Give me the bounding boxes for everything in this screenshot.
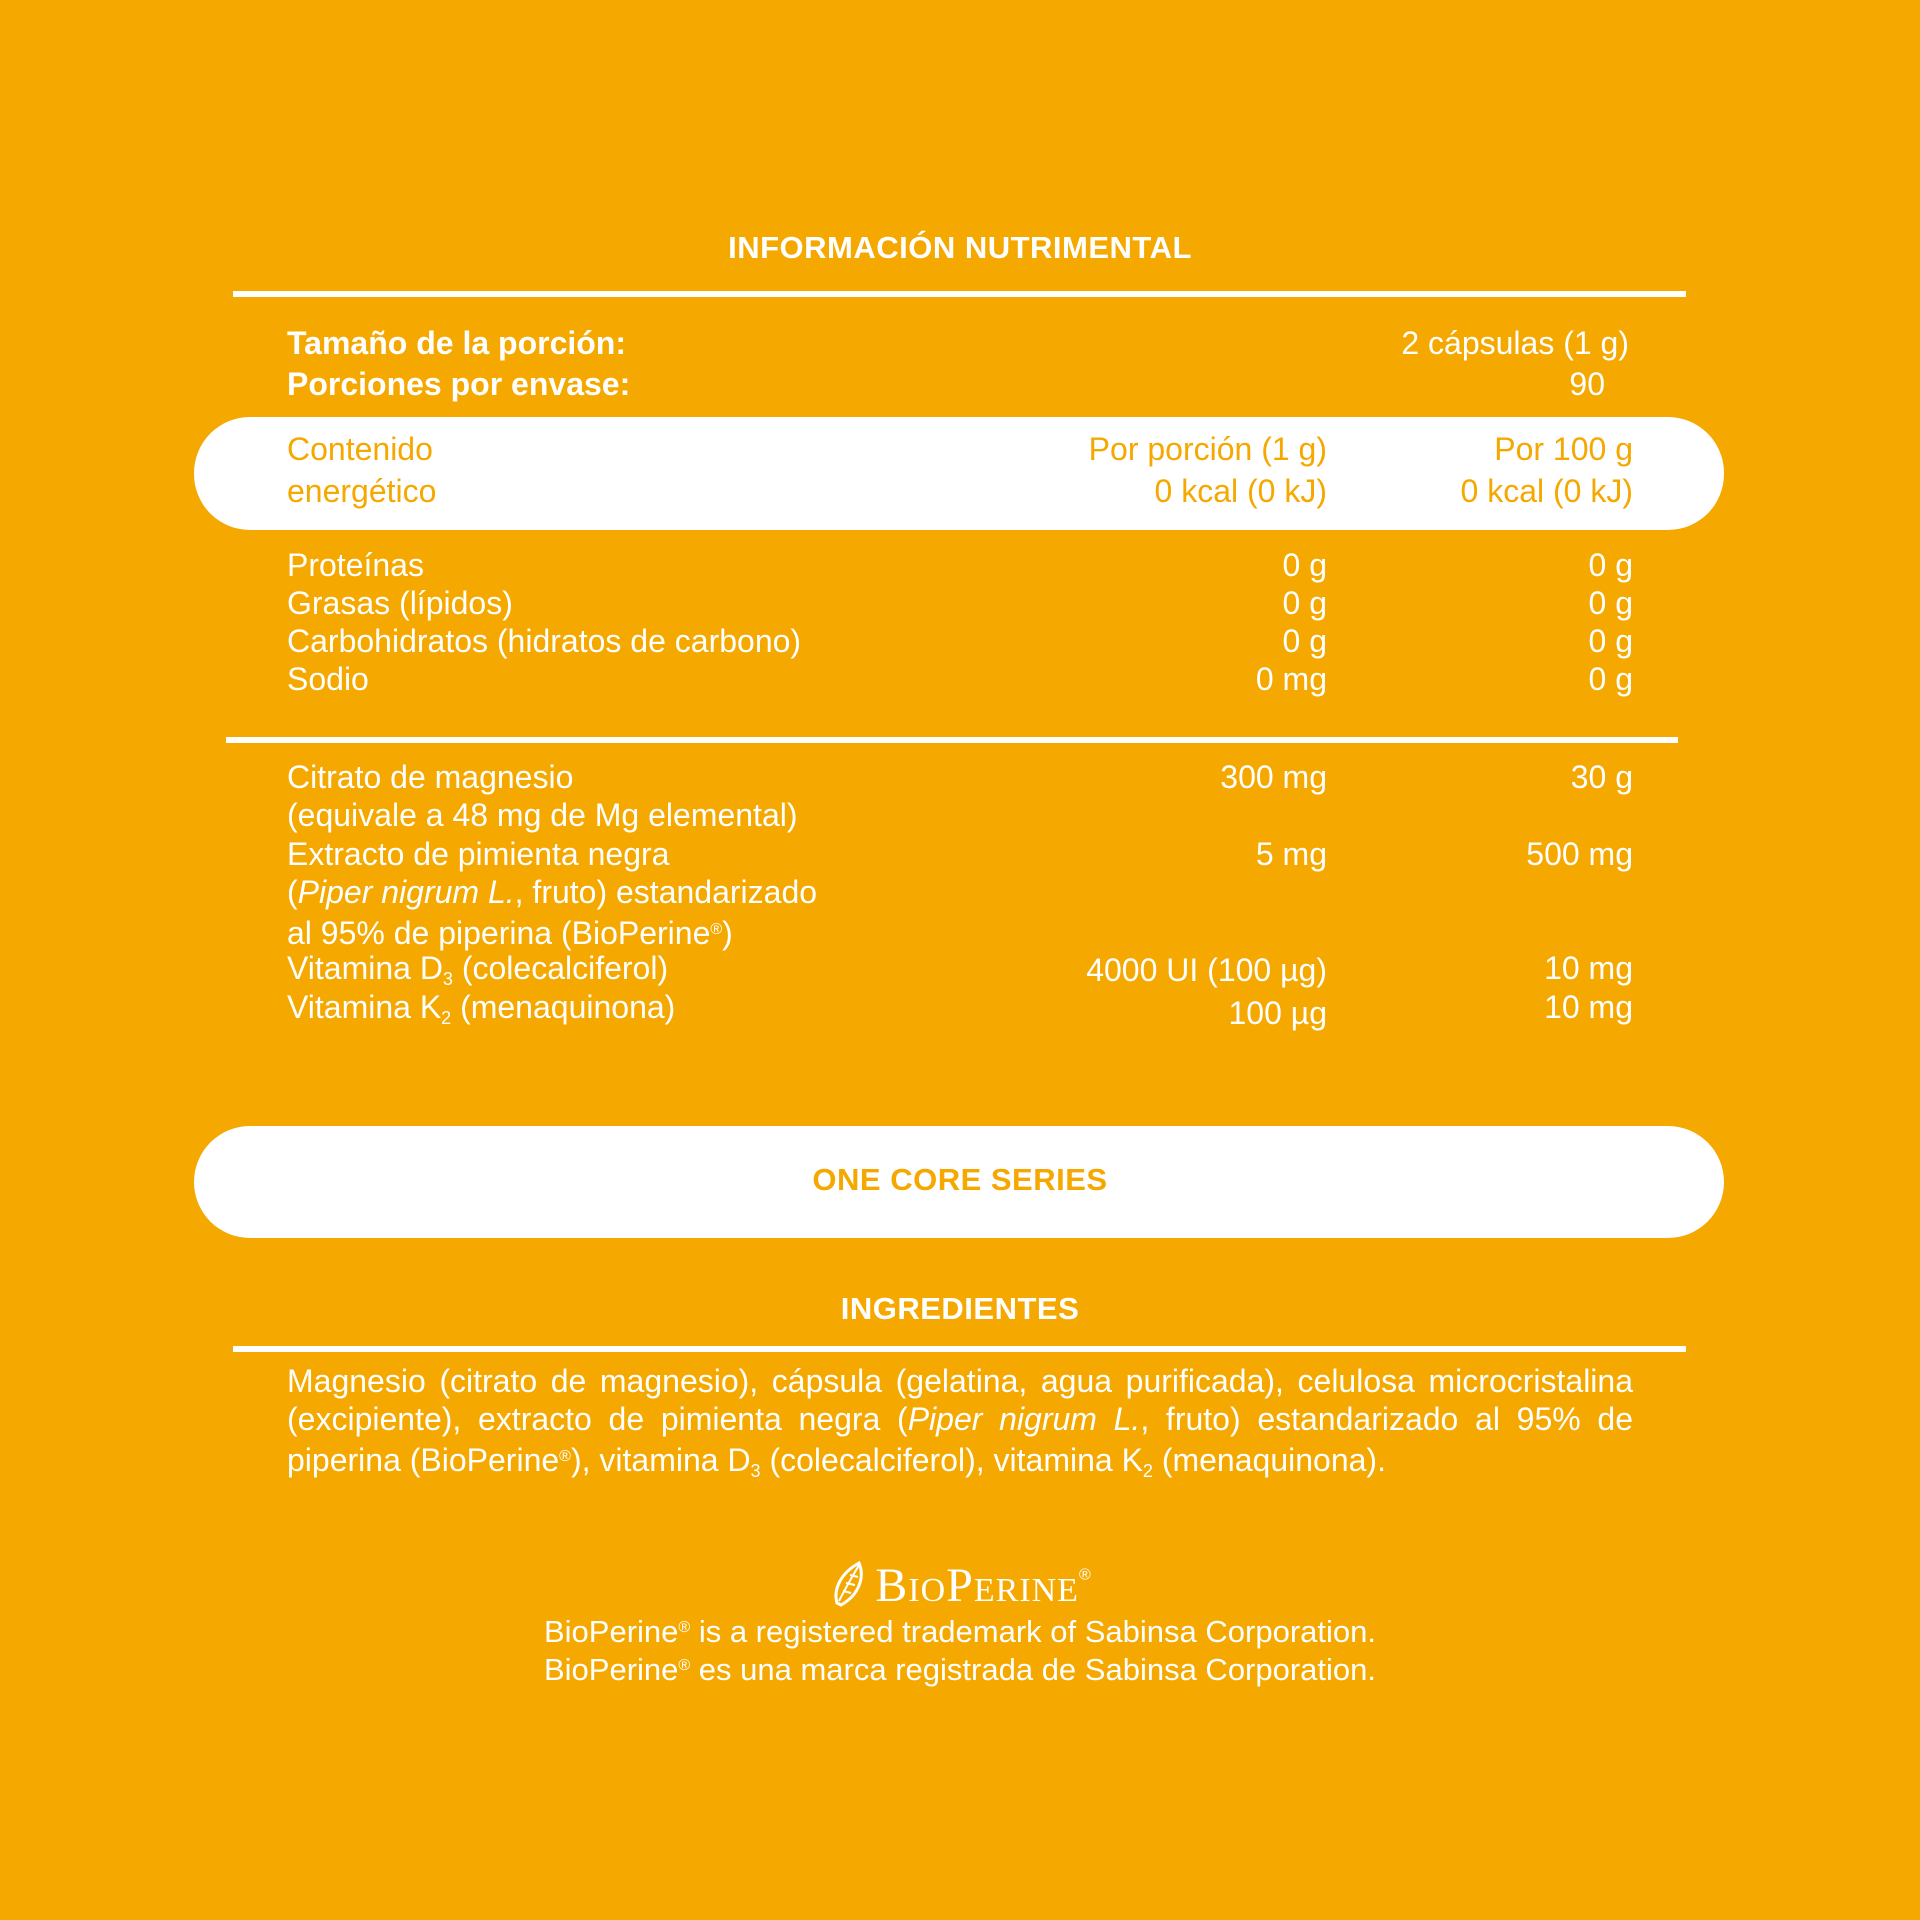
bioperine-logo bbox=[0, 1558, 1920, 1613]
active-per-serving: 5 mg bbox=[1255, 836, 1327, 872]
nutrient-per-serving: 0 g bbox=[1282, 547, 1327, 583]
active-row-magnesium bbox=[287, 758, 1633, 796]
nutrient-row bbox=[287, 660, 1633, 698]
serving-size-row bbox=[287, 324, 1633, 362]
serving-size-value: 2 cápsulas (1 g) bbox=[1401, 325, 1629, 361]
nutrition-title: INFORMACIÓN NUTRIMENTAL bbox=[728, 230, 1192, 265]
nutrient-name: Carbohidratos (hidratos de carbono) bbox=[287, 623, 802, 659]
title-divider bbox=[233, 291, 1686, 297]
registered-mark: ® bbox=[559, 1448, 571, 1465]
vitamin-subscript: 2 bbox=[1142, 1461, 1153, 1481]
energy-value-row bbox=[287, 472, 1633, 512]
trademark-en bbox=[0, 1609, 1920, 1651]
nutrient-per-serving: 0 g bbox=[1282, 623, 1327, 659]
vitamin-rest: (menaquinona) bbox=[451, 989, 676, 1025]
species-name: Piper nigrum L. bbox=[297, 874, 515, 910]
active-per-serving: 4000 UI (100 µg) bbox=[1086, 952, 1327, 988]
servings-value: 90 bbox=[1569, 366, 1605, 402]
logo-wordmark: BioPerine bbox=[875, 1559, 1079, 1612]
brand-name: BioPerine bbox=[543, 1652, 679, 1687]
active-name: Citrato de magnesio bbox=[287, 759, 574, 795]
nutrient-per-100g: 0 g bbox=[1588, 661, 1633, 697]
note-text: al 95% de piperina (BioPerine bbox=[287, 915, 711, 951]
per-100g-header: Por 100 g bbox=[1494, 431, 1633, 467]
ingredients-part: (colecalciferol), vitamina K bbox=[760, 1442, 1143, 1478]
brand-name: BioPerine bbox=[543, 1614, 679, 1649]
ingredients-part: Magnesio (citrato de magnesio), cápsula (gelatina, agua purificada), celulosa microcristalina (excipiente), extracto de pimienta negra ( bbox=[287, 1363, 1633, 1437]
vitamin-rest: (colecalciferol) bbox=[452, 950, 669, 986]
nutrient-per-100g: 0 g bbox=[1588, 547, 1633, 583]
paren-open: ( bbox=[287, 874, 298, 910]
energy-label-line2: energético bbox=[287, 473, 437, 509]
active-row-vitamin-k bbox=[287, 988, 1633, 1030]
ingredients-title: INGREDIENTES bbox=[840, 1291, 1080, 1326]
active-per-100g: 30 g bbox=[1570, 759, 1633, 795]
nutrient-per-100g: 0 g bbox=[1588, 585, 1633, 621]
active-name bbox=[287, 988, 675, 1037]
registered-mark: ® bbox=[678, 1619, 691, 1636]
nutrient-row bbox=[287, 546, 1633, 584]
active-row-pepper bbox=[287, 835, 1633, 873]
nutrient-per-100g: 0 g bbox=[1588, 623, 1633, 659]
energy-header-row bbox=[287, 430, 1633, 470]
active-note: (equivale a 48 mg de Mg elemental) bbox=[287, 797, 798, 833]
active-per-100g: 500 mg bbox=[1526, 836, 1633, 872]
ingredients-text bbox=[287, 1362, 1633, 1490]
active-note bbox=[287, 873, 817, 911]
energy-label-line1: Contenido bbox=[287, 431, 433, 467]
vitamin-subscript: 3 bbox=[442, 969, 453, 989]
actives-divider bbox=[226, 737, 1678, 743]
vitamin-name: Vitamina D bbox=[287, 950, 443, 986]
active-name: Extracto de pimienta negra bbox=[287, 836, 670, 872]
nutrient-row bbox=[287, 584, 1633, 622]
trademark-text: es una marca registrada de Sabinsa Corporation. bbox=[690, 1652, 1377, 1687]
series-label: ONE CORE SERIES bbox=[812, 1162, 1108, 1197]
energy-per-100g: 0 kcal (0 kJ) bbox=[1460, 473, 1633, 509]
active-note-row bbox=[287, 796, 1633, 834]
active-note-row bbox=[287, 873, 1633, 911]
active-per-100g: 10 mg bbox=[1544, 950, 1633, 986]
nutrient-name: Proteínas bbox=[287, 547, 424, 583]
ingredients-part: , fruto) estandarizado al 95% de piperina (BioPerine bbox=[287, 1401, 1634, 1478]
paren-close: ) bbox=[722, 915, 733, 951]
active-note bbox=[287, 911, 733, 952]
nutrient-name: Sodio bbox=[287, 661, 369, 697]
active-note-row bbox=[287, 911, 1633, 949]
serving-size-label: Tamaño de la porción: bbox=[287, 325, 626, 361]
nutrient-row bbox=[287, 622, 1633, 660]
registered-mark: ® bbox=[678, 1657, 691, 1674]
pepper-pod-icon bbox=[829, 1559, 869, 1612]
nutrient-name: Grasas (lípidos) bbox=[287, 585, 513, 621]
active-per-serving: 300 mg bbox=[1220, 759, 1327, 795]
vitamin-name: Vitamina K bbox=[287, 989, 442, 1025]
active-per-100g: 10 mg bbox=[1544, 989, 1633, 1025]
trademark-es bbox=[0, 1647, 1920, 1689]
ingredients-part: (menaquinona). bbox=[1152, 1442, 1386, 1478]
servings-label: Porciones por envase: bbox=[287, 366, 631, 402]
ingredients-divider bbox=[233, 1346, 1686, 1352]
registered-mark: ® bbox=[1078, 1566, 1091, 1584]
vitamin-subscript: 2 bbox=[441, 1008, 452, 1028]
vitamin-subscript: 3 bbox=[750, 1461, 761, 1481]
species-name: Piper nigrum L. bbox=[907, 1401, 1141, 1437]
energy-per-serving: 0 kcal (0 kJ) bbox=[1154, 473, 1327, 509]
registered-mark: ® bbox=[710, 921, 723, 938]
trademark-text: is a registered trademark of Sabinsa Corporation. bbox=[690, 1614, 1376, 1649]
per-serving-header: Por porción (1 g) bbox=[1088, 431, 1327, 467]
servings-per-container-row bbox=[287, 365, 1633, 403]
nutrient-per-serving: 0 mg bbox=[1255, 661, 1327, 697]
nutrient-per-serving: 0 g bbox=[1282, 585, 1327, 621]
note-rest: , fruto) estandarizado bbox=[514, 874, 818, 910]
active-row-vitamin-d bbox=[287, 949, 1633, 987]
ingredients-part: ), vitamina D bbox=[570, 1442, 751, 1478]
active-per-serving: 100 µg bbox=[1228, 995, 1327, 1031]
